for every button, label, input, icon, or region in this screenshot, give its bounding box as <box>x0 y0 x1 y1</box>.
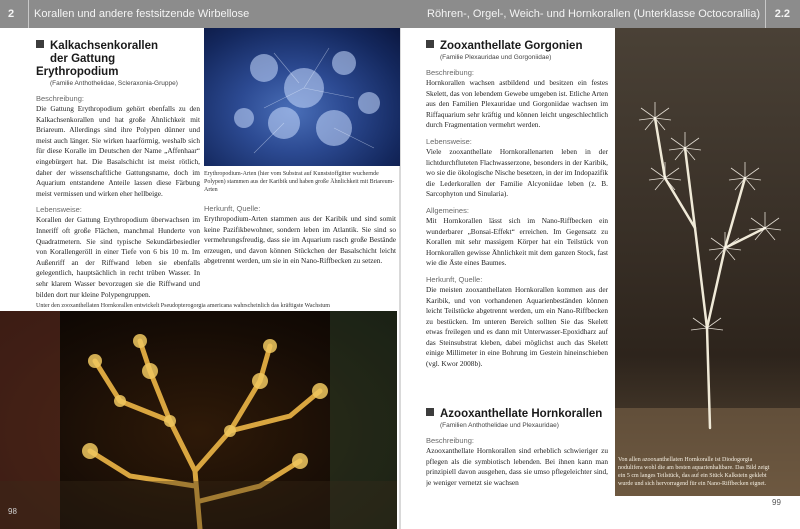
beschreibung-label: Beschreibung: <box>36 94 84 103</box>
heading-line-1: Kalkachsenkorallen <box>50 40 159 52</box>
zoox-herkunft-text: Die meisten zooxanthellaten Hornkorallen kommen aus der Karibik, und von vorhandenen Aquarienbeständen können leicht Teilstücke abgetrennt werden, um ein Nano-Riffbecken zu bestücken. Im unteren Bereich sollten Sie das Skelett etwas freilegen und es dann mit Unterwasser-Epoxidharz auf das Steinsubstrat kleben, dabei möglichst auch das Skelett einige Millimeter in eine Bohrung im Gestein hineinschieben (vgl. Kwor 2008b). <box>426 284 608 369</box>
kalkachsen-heading <box>36 40 200 79</box>
section-number: 2.2 <box>774 8 790 20</box>
page-number-right: 99 <box>772 498 781 507</box>
beschreibung-text: Die Gattung Erythropodium gehört ebenfalls zu den Kalkachsenkorallen und hat große Ähnlichkeit mit Briareum. Allerdings sind ihre Polypen dünner und meist auch länger. Sie wirken haarförmig, weshalb sich für diese Koralle im Deutschen der Name „Affenhaar“ eingebürgert hat. Die Basalschicht ist meist rötlich, daher der wissenschaftliche Gattungsname, doch im Aquarium entstandene Anteile lassen diese Färbung meist vermissen und wirken eher hellbeige. <box>36 104 200 198</box>
diodogorgia-photo <box>615 28 800 496</box>
zoox-heading <box>426 40 608 53</box>
diodogorgia-caption: Von allen azooxanthellaten Hornkoralle ist Diodogorgia nodulifera wohl die am besten aquarienhaltbare. Das Bild zeigt ein 5 cm langes Teilstück, das auf ein Stück Kalkstein geklebt wurde und sich hervorragend für ein Nano-Riffbecken eignet. <box>618 457 770 487</box>
zoox-lebensweise-label: Lebensweise: <box>426 136 472 146</box>
allgemeines-label: Allgemeines: <box>426 205 469 215</box>
left-right-column <box>204 170 396 310</box>
page-number-left: 98 <box>8 507 17 516</box>
herkunft-text: Erythropodium-Arten stammen aus der Karibik und sind somit keine Pazifikbewohner, sondern leben im Atlantik. Sie sind so vermehrungsfreudig, dass sie im Aquarium rasch große Bestände erzeugen, und davon können Stückchen der Basalschicht leicht abgetrennt werden, um sie in ein Nano-Riffbecken zu setzen. <box>204 214 396 266</box>
zoox-family: (Familie Plexauridae und Gorgoniidae) <box>440 54 552 61</box>
zoox-lebensweise-text: Viele zooxanthellate Hornkorallenarten leben in der lichtdurchfluteten Flachwasserzone, besonders in der Karibik, wo sie die ökologische Nische besetzen, in der im Indopazifik die Lederkorallen der Familie Alcyoniidae leben (z. B. Sarcophyton und Sinularia). <box>426 146 608 199</box>
erythropodium-photo <box>204 28 400 166</box>
pseudopterogorgia-photo <box>0 311 397 529</box>
heading-square-icon <box>36 40 44 48</box>
lebensweise-text: Korallen der Gattung Erythropodium überwachsen im Inneriff oft große Flächen, manchmal Hunderte von Quadratmetern. Sie sind typische Sekundärbesiedler von Korallengeröll in einer Tiefe von 6 bis 10 m. Im Außenriff an der Riffwand leben sie ebenfalls gelegentlich, hauptsächlich in recht trüben Wasser. In sehr klarem Wasser bevorzugen sie die Riffwand und bilden dort nur kleine Polypengruppen. <box>36 215 200 299</box>
bottom-photo-caption: Unter den zooxanthellaten Hornkorallen entwickelt Pseudopterogorgia americana wahrscheinlich das kräftigste Wachstum <box>36 303 330 309</box>
zoox-beschreibung-label: Beschreibung: <box>426 68 474 77</box>
right-text-column <box>426 40 608 405</box>
zoox-beschreibung-text: Hornkorallen wachsen astbildend und besitzen ein festes Skelett, das von lebendem Gewebe umgeben ist. Etliche Arten aus den Familien Plexauridae und Gorgoniidae wachsen im Riffaquarium sehr kräftig und können leicht ungeschlechtlich durch Fragmentation vermehrt werden. <box>426 78 608 130</box>
allgemeines-text: Mit Hornkorallen lässt sich im Nano-Riffbecken ein wunderbarer „Bonsai-Effekt“ erreichen. Im Gegensatz zu Korallen mit sehr massigem Körper hat ein Teilstück von Hornkorallen gewisse Ähnlichkeit mit dem ganzen Stock, fast wie die Äste eines Baumes. <box>426 215 608 268</box>
heading-square-icon <box>426 40 434 48</box>
erythropodium-photo-art <box>204 28 400 166</box>
header-divider <box>28 0 29 28</box>
kalkachsen-family: (Familie Anthothelidae, Scleraxonia-Gruppe) <box>50 80 178 87</box>
heading-square-icon <box>426 408 434 416</box>
zoox-herkunft-label: Herkunft, Quelle: <box>426 274 483 284</box>
section-title: Röhren-, Orgel-, Weich- und Hornkorallen (Unterklasse Octocorallia) <box>427 8 760 20</box>
azoox-section <box>426 408 608 529</box>
right-header-bar <box>400 0 800 28</box>
diodogorgia-photo-art <box>615 28 800 496</box>
chapter-number: 2 <box>8 8 15 20</box>
azoox-family: (Familien Anthothelidae und Plexauridae) <box>440 422 559 429</box>
azoox-heading <box>426 408 608 421</box>
erythropodium-caption: Erythropodium-Arten (hier vom Substrat auf Kunststoffgitter wuchernde Polypen) stammen aus der Karibik und haben große Ähnlichkeit mit Briareum-Arten <box>204 171 395 193</box>
lebensweise-label: Lebensweise: <box>36 205 82 215</box>
header-divider <box>765 0 766 28</box>
azoox-beschreibung-label: Beschreibung: <box>426 436 474 445</box>
azoox-title: Azooxanthellate Hornkorallen <box>440 408 603 420</box>
zoox-title: Zooxanthellate Gorgonien <box>440 40 583 52</box>
herkunft-label: Herkunft, Quelle: <box>204 204 261 213</box>
chapter-title: Korallen und andere festsitzende Wirbellose <box>34 8 250 20</box>
left-text-column <box>36 40 200 302</box>
coral-photo-art <box>0 311 397 529</box>
azoox-beschreibung-text: Azooxanthellate Hornkorallen sind erheblich schwieriger zu pflegen als die symbiotisch lebenden. Bei ihnen kann man prinzipiell davon ausgehen, dass sie umso pflegeleichter sind, je weniger vernetzt sie wachsen <box>426 446 608 487</box>
heading-line-2: der Gattung Erythropodium <box>36 53 119 78</box>
left-header-bar <box>0 0 400 28</box>
